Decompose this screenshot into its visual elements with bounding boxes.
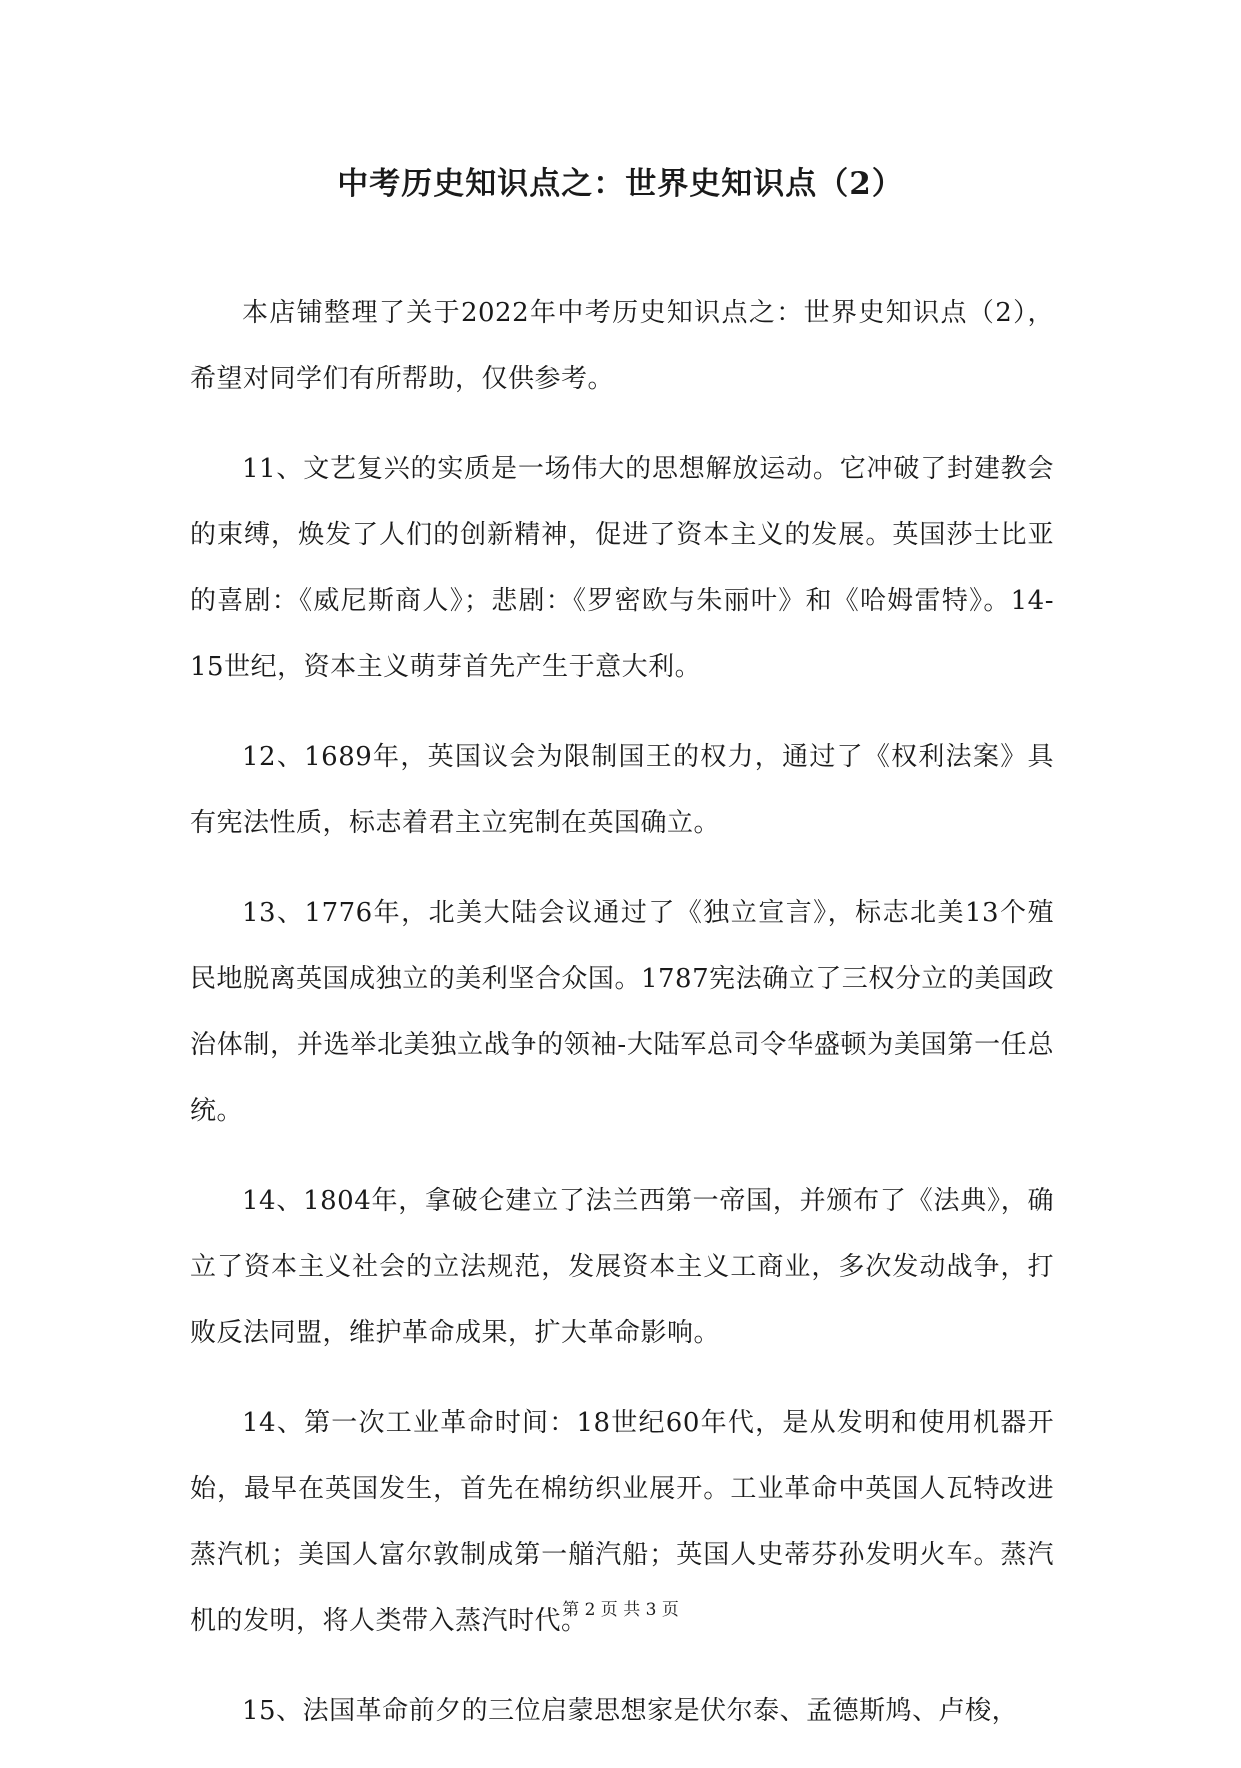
- page-footer: 第 2 页 共 3 页: [562, 1600, 679, 1620]
- paragraph-intro: 本店铺整理了关于2022年中考历史知识点之：世界史知识点（2），希望对同学们有所帮助，仅供参考。: [190, 298, 1054, 394]
- paragraph-14-industrial: 14、第一次工业革命时间：18世纪60年代，是从发明和使用机器开始，最早在英国发生，首先在棉纺织业展开。工业革命中英国人瓦特改进蒸汽机；美国人富尔敦制成第一艏汽船；英国人史蒂芬孙发明火车。蒸汽机的发明，将人类带入蒸汽时代。: [190, 1408, 1054, 1636]
- paragraph-11: 11、文艺复兴的实质是一场伟大的思想解放运动。它冲破了封建教会的束缚，焕发了人们的创新精神，促进了资本主义的发展。英国莎士比亚的喜剧：《威尼斯商人》；悲剧：《罗密欧与朱丽叶》和《哈姆雷特》。14-15世纪，资本主义萌芽首先产生于意大利。: [190, 454, 1054, 682]
- paragraph-13: 13、1776年，北美大陆会议通过了《独立宣言》，标志北美13个殖民地脱离英国成独立的美利坚合众国。1787宪法确立了三权分立的美国政治体制，并选举北美独立战争的领袖-大陆军总司令华盛顿为美国第一任总统。: [190, 898, 1054, 1126]
- paragraph-12: 12、1689年，英国议会为限制国王的权力，通过了《权利法案》具有宪法性质，标志着君主立宪制在英国确立。: [190, 742, 1054, 838]
- paragraph-15: 15、法国革命前夕的三位启蒙思想家是伏尔泰、孟德斯鸠、卢梭，: [242, 1696, 1019, 1726]
- paragraph-14-napoleon: 14、1804年，拿破仑建立了法兰西第一帝国，并颁布了《法典》，确立了资本主义社会的立法规范，发展资本主义工商业，多次发动战争，打败反法同盟，维护革命成果，扩大革命影响。: [190, 1186, 1054, 1348]
- document-title: 中考历史知识点之：世界史知识点（2）: [337, 166, 904, 202]
- document-body: [190, 280, 1054, 1768]
